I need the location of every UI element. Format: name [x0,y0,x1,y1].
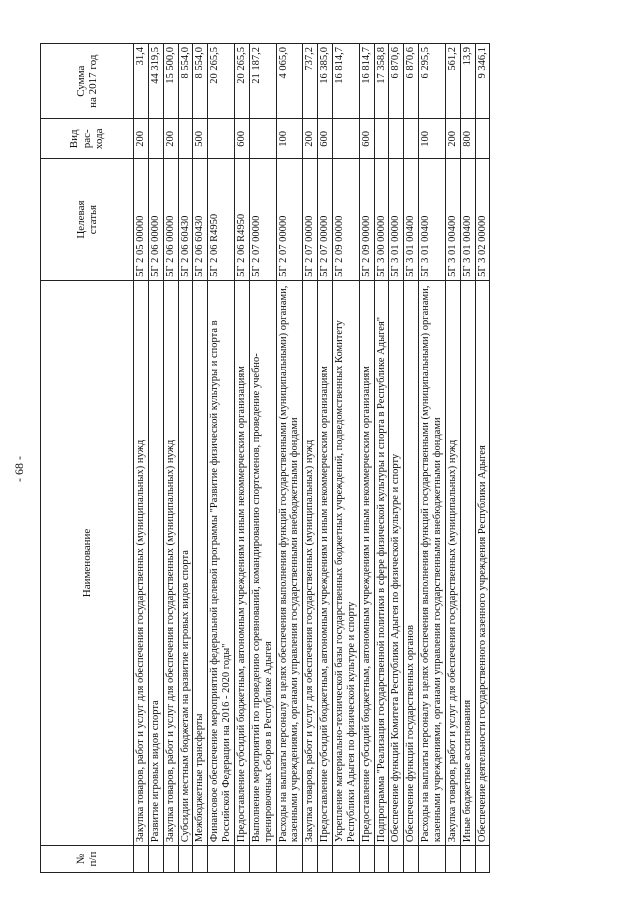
table-row [303,44,318,873]
row-kind: 600 [359,119,374,159]
row-name: Субсидии местным бюджетам на развитие игровых видов спорта [178,280,193,845]
table-row [276,44,303,873]
row-kind [208,119,235,159]
row-num [374,846,389,873]
row-code: 5Г 2 07 00000 [303,159,318,281]
row-kind [333,119,360,159]
table-row [333,44,360,873]
row-num [178,846,193,873]
row-code: 5Г 3 01 00000 [389,159,404,281]
row-kind [249,119,276,159]
table-body [134,44,490,873]
header-num-label: № п/п [74,851,99,867]
header-sum-label: Сумма на 2017 год [74,54,99,108]
row-num [333,846,360,873]
row-num [235,846,250,873]
row-num [163,846,178,873]
table-row [359,44,374,873]
row-code: 5Г 2 06 60430 [193,159,208,281]
row-name: Предоставление субсидий бюджетным, автономным учреждениям и иным некоммерческим организациям [318,280,333,845]
row-name: Закупка товаров, работ и услуг для обеспечения государственных (муниципальных) нужд [303,280,318,845]
header-name-label: Наименование [80,528,93,598]
row-sum: 6 295,5 [419,44,446,119]
row-sum: 44 319,5 [148,44,163,119]
row-code: 5Г 2 07 00000 [276,159,303,281]
row-num [193,846,208,873]
row-num [148,846,163,873]
row-kind: 500 [193,119,208,159]
row-code: 5Г 2 07 00000 [318,159,333,281]
row-name: Расходы на выплаты персоналу в целях обеспечения выполнения функций государственными (муниципальными) органами, казенными учреждениями, органами управления государственными внебюджетными фондами [419,280,446,845]
row-sum: 6 870,6 [389,44,404,119]
table-row [419,44,446,873]
table-row [475,44,490,873]
row-name: Закупка товаров, работ и услуг для обеспечения государственных (муниципальных) нужд [445,280,460,845]
row-kind: 200 [163,119,178,159]
row-code: 5Г 2 06 60430 [178,159,193,281]
row-code: 5Г 2 09 00000 [359,159,374,281]
row-kind: 200 [303,119,318,159]
row-sum: 31,4 [134,44,149,119]
table-row [163,44,178,873]
row-code: 5Г 3 01 00400 [419,159,446,281]
row-num [303,846,318,873]
row-code: 5Г 2 06 00000 [163,159,178,281]
row-num [134,846,149,873]
row-kind: 600 [318,119,333,159]
row-name: Развитие игровых видов спорта [148,280,163,845]
table-row [148,44,163,873]
table-row [178,44,193,873]
header-name [41,280,134,845]
row-sum: 17 358,8 [374,44,389,119]
row-name: Обеспечение функций Комитета Республики Адыгея по физической культуре и спорту [389,280,404,845]
row-name: Укрепление материально-технической базы государственных бюджетных учреждений, подведомственных Комитету Республики Адыгея по физической культуре и спорту [333,280,360,845]
header-code [41,159,134,281]
row-name: Выполнение мероприятий по проведению соревнований, командированию спортсменов, проведение учебно-тренировочных сборов в Республике Адыгея [249,280,276,845]
table-row [374,44,389,873]
row-name: Закупка товаров, работ и услуг для обеспечения государственных (муниципальных) нужд [163,280,178,845]
row-sum: 737,2 [303,44,318,119]
row-kind [178,119,193,159]
row-sum: 13,9 [460,44,475,119]
row-num [276,846,303,873]
row-code: 5Г 2 06 R4950 [235,159,250,281]
row-code: 5Г 3 00 00000 [374,159,389,281]
row-code: 5Г 2 06 00000 [148,159,163,281]
row-num [460,846,475,873]
table-row [235,44,250,873]
row-kind: 100 [419,119,446,159]
row-sum: 561,2 [445,44,460,119]
table-row [249,44,276,873]
row-sum: 9 346,1 [475,44,490,119]
row-kind: 100 [276,119,303,159]
row-name: Предоставление субсидий бюджетным, автономным учреждениям и иным некоммерческим организациям [359,280,374,845]
header-kind-label: Вид рас- хода [68,128,106,150]
row-kind: 200 [445,119,460,159]
row-sum: 16 385,0 [318,44,333,119]
row-name: Расходы на выплаты персоналу в целях обеспечения выполнения функций государственными (муниципальными) органами, казенными учреждениями, органами управления государственными внебюджетными фондами [276,280,303,845]
row-sum: 21 187,2 [249,44,276,119]
row-num [389,846,404,873]
row-kind [475,119,490,159]
row-code: 5Г 2 06 R4950 [208,159,235,281]
row-sum: 8 554,0 [178,44,193,119]
row-name: Обеспечение деятельности государственного казенного учреждения Республики Адыгея [475,280,490,845]
row-name: Предоставление субсидий бюджетным, автономным учреждениям и иным некоммерческим организациям [235,280,250,845]
page-number: - 68 - [12,456,26,482]
table-row [460,44,475,873]
row-sum: 20 265,5 [235,44,250,119]
row-code: 5Г 3 01 00400 [445,159,460,281]
row-name: Иные бюджетные ассигнования [460,280,475,845]
row-kind [374,119,389,159]
header-sum [41,44,134,119]
table-row [389,44,404,873]
row-sum: 8 554,0 [193,44,208,119]
table-header-row [41,44,134,873]
row-name: Закупка товаров, работ и услуг для обеспечения государственных (муниципальных) нужд [134,280,149,845]
row-name: Подпрограмма "Реализация государственной политики в сфере физической культуры и спорта в Республике Адыгея" [374,280,389,845]
header-num [41,846,134,873]
row-sum: 6 870,6 [404,44,419,119]
row-num [445,846,460,873]
row-num [249,846,276,873]
row-sum: 4 065,0 [276,44,303,119]
row-name: Межбюджетные трансферты [193,280,208,845]
row-num [419,846,446,873]
row-code: 5Г 2 09 00000 [333,159,360,281]
row-name: Обеспечение функций государственных органов [404,280,419,845]
row-num [404,846,419,873]
row-sum: 16 814,7 [333,44,360,119]
row-sum: 16 814,7 [359,44,374,119]
budget-table [40,43,490,873]
row-num [318,846,333,873]
table-row [445,44,460,873]
table-row [208,44,235,873]
row-num [475,846,490,873]
table-row [193,44,208,873]
row-kind [404,119,419,159]
header-kind [41,119,134,159]
row-kind [389,119,404,159]
row-code: 5Г 3 02 00000 [475,159,490,281]
row-num [359,846,374,873]
row-code: 5Г 3 01 00400 [404,159,419,281]
row-sum: 15 500,0 [163,44,178,119]
table-row [404,44,419,873]
row-num [208,846,235,873]
header-code-label: Целевая статья [74,200,99,239]
row-kind: 600 [235,119,250,159]
table-row [134,44,149,873]
row-code: 5Г 2 07 00000 [249,159,276,281]
row-code: 5Г 3 01 00400 [460,159,475,281]
table-row [318,44,333,873]
row-sum: 20 265,5 [208,44,235,119]
row-kind: 200 [134,119,149,159]
row-kind: 800 [460,119,475,159]
row-code: 5Г 2 05 00000 [134,159,149,281]
row-kind [148,119,163,159]
row-name: Финансовое обеспечение мероприятий федеральной целевой программы "Развитие физической культуры и спорта в Российской Федерации на 2016 - 2020 годы" [208,280,235,845]
